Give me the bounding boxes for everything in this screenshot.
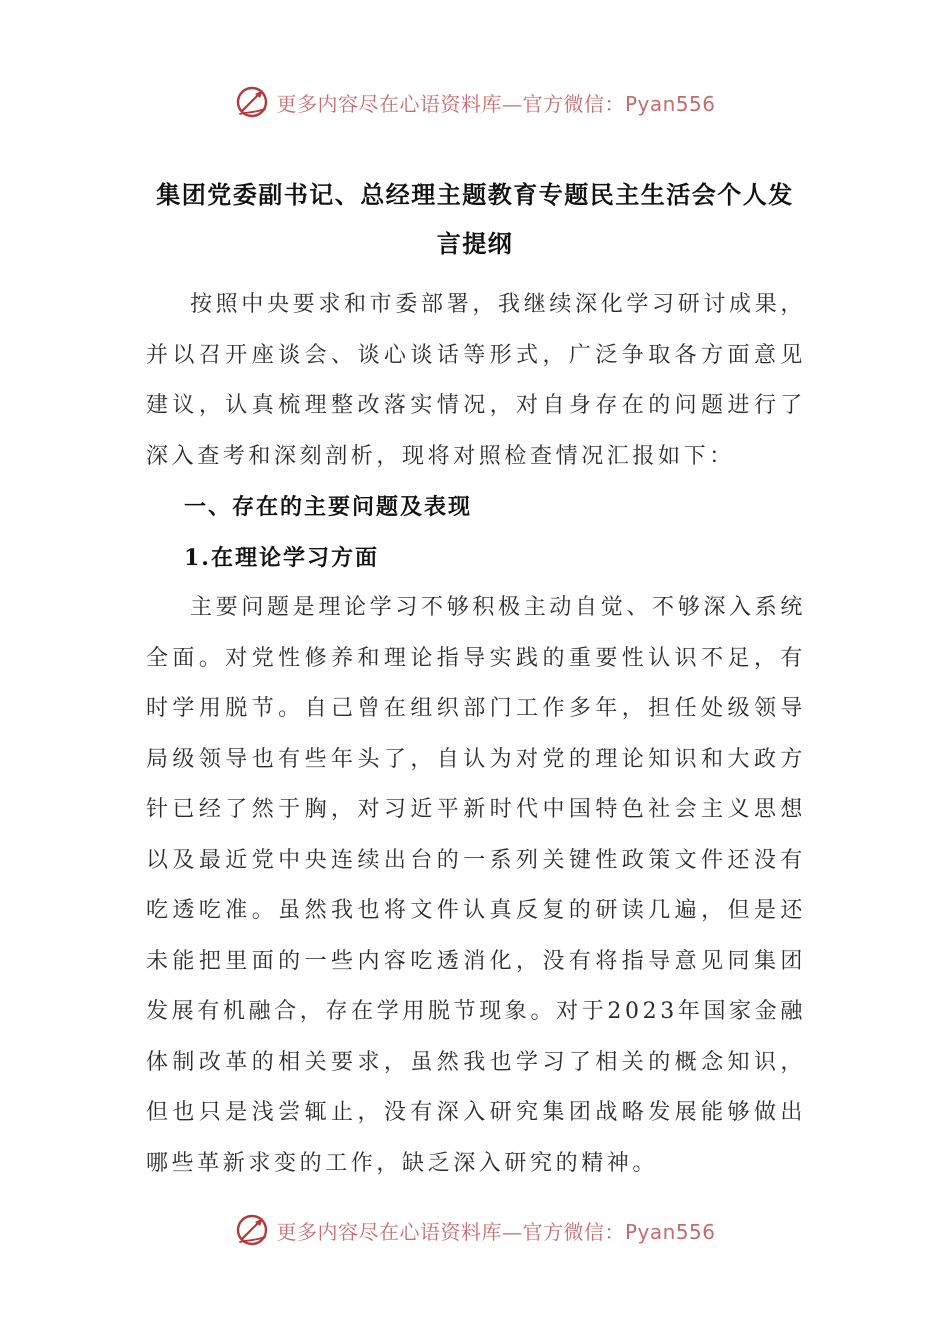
watermark-wechat-handle: Pyan556 [624, 91, 716, 116]
watermark-wechat-label: 官方微信： [522, 1219, 625, 1244]
watermark-wechat-handle: Pyan556 [624, 1219, 716, 1244]
footer-watermark-banner [0, 1208, 950, 1252]
watermark-site-name: 更多内容尽在心语资料库 [276, 91, 502, 116]
intro-paragraph: 按照中央要求和市委部署，我继续深化学习研讨成果，并以召开座谈会、谈心谈话等形式，广泛争取各方面意见建议，认真梳理整改落实情况，对自身存在的问题进行了深入查考和深刻剖析，现将对照检查情况汇报如下： [146, 292, 806, 469]
watermark-wechat-label: 官方微信： [522, 91, 625, 116]
document-title-line-1: 集团党委副书记、总经理主题教育专题民主生活会个人发 [156, 180, 794, 209]
section-heading: 一、存在的主要问题及表现 [184, 494, 473, 520]
header-watermark-banner [0, 80, 950, 124]
subsection-heading: 1.在理论学习方面 [184, 544, 379, 571]
watermark-text [276, 1216, 715, 1245]
watermark-dash: — [501, 1219, 523, 1244]
document-title-line-2: 言提纲 [436, 229, 514, 258]
pen-nib-logo-icon [234, 1212, 270, 1248]
pen-nib-logo-icon [234, 84, 270, 120]
document-body [146, 280, 806, 1189]
watermark-site-name: 更多内容尽在心语资料库 [276, 1219, 502, 1244]
watermark-dash: — [501, 91, 523, 116]
document-title [150, 170, 800, 268]
body-paragraph: 主要问题是理论学习不够积极主动自觉、不够深入系统全面。对党性修养和理论指导实践的重要性认识不足，有时学用脱节。自己曾在组织部门工作多年，担任处级领导局级领导也有些年头了，自认为对党的理论知识和大政方针已经了然于胸，对习近平新时代中国特色社会主义思想以及最近党中央连续出台的一系列关键性政策文件还没有吃透吃准。虽然我也将文件认真反复的研读几遍，但是还未能把里面的一些内容吃透消化，没有将指导意见同集团发展有机融合，存在学用脱节现象。对于2023年国家金融体制改革的相关要求，虽然我也学习了相关的概念知识，但也只是浅尝辄止，没有深入研究集团战略发展能够做出哪些革新求变的工作，缺乏深入研究的精神。 [146, 595, 806, 1176]
watermark-text [276, 88, 715, 117]
